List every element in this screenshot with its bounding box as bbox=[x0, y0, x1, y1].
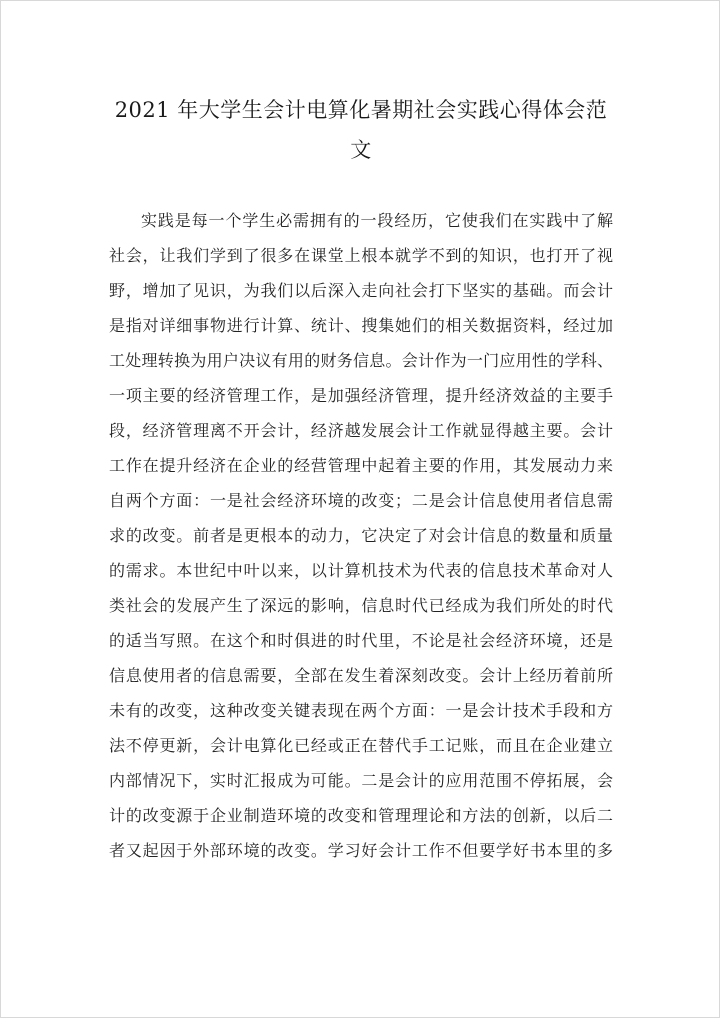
body-line: 法不停更新，会计电算化已经或正在替代手工记账，而且在企业建立 bbox=[109, 736, 613, 755]
body-line: 者又起因于外部环境的改变。学习好会计工作不但要学好书本里的多 bbox=[109, 841, 613, 860]
body-line: 工处理转换为用户决议有用的财务信息。会计作为一门应用性的学科、 bbox=[109, 351, 613, 370]
body-line: 工作在提升经济在企业的经营管理中起着主要的作用，其发展动力来 bbox=[109, 456, 613, 475]
body-line: 段，经济管理离不开会计，经济越发展会计工作就显得越主要。会计 bbox=[109, 421, 613, 440]
body-line: 社会，让我们学到了很多在课堂上根本就学不到的知识，也打开了视 bbox=[109, 246, 613, 265]
body-line: 求的改变。前者是更根本的动力，它决定了对会计信息的数量和质量 bbox=[109, 526, 613, 545]
document-body bbox=[109, 203, 613, 868]
body-line: 自两个方面：一是社会经济环境的改变；二是会计信息使用者信息需 bbox=[109, 491, 613, 510]
body-line: 计的改变源于企业制造环境的改变和管理理论和方法的创新，以后二 bbox=[109, 806, 613, 825]
document-title-line-1: 2021 年大学生会计电算化暑期社会实践心得体会范 bbox=[114, 98, 608, 122]
body-line: 是指对详细事物进行计算、统计、搜集她们的相关数据资料，经过加 bbox=[109, 316, 613, 335]
body-line: 类社会的发展产生了深远的影响，信息时代已经成为我们所处的时代 bbox=[109, 596, 613, 615]
body-line: 未有的改变，这种改变关键表现在两个方面：一是会计技术手段和方 bbox=[109, 701, 613, 720]
document-title-line-2: 文 bbox=[350, 138, 372, 162]
body-line: 的需求。本世纪中叶以来，以计算机技术为代表的信息技术革命对人 bbox=[109, 561, 613, 580]
body-line: 内部情况下，实时汇报成为可能。二是会计的应用范围不停拓展，会 bbox=[109, 771, 613, 790]
body-line: 一项主要的经济管理工作，是加强经济管理，提升经济效益的主要手 bbox=[109, 386, 613, 405]
body-line: 的适当写照。在这个和时俱进的时代里，不论是社会经济环境，还是 bbox=[109, 631, 613, 650]
body-line: 实践是每一个学生必需拥有的一段经历，它使我们在实践中了解 bbox=[141, 211, 613, 230]
body-line: 野，增加了见识，为我们以后深入走向社会打下坚实的基础。而会计 bbox=[109, 281, 613, 300]
body-line: 信息使用者的信息需要，全部在发生着深刻改变。会计上经历着前所 bbox=[109, 666, 613, 685]
